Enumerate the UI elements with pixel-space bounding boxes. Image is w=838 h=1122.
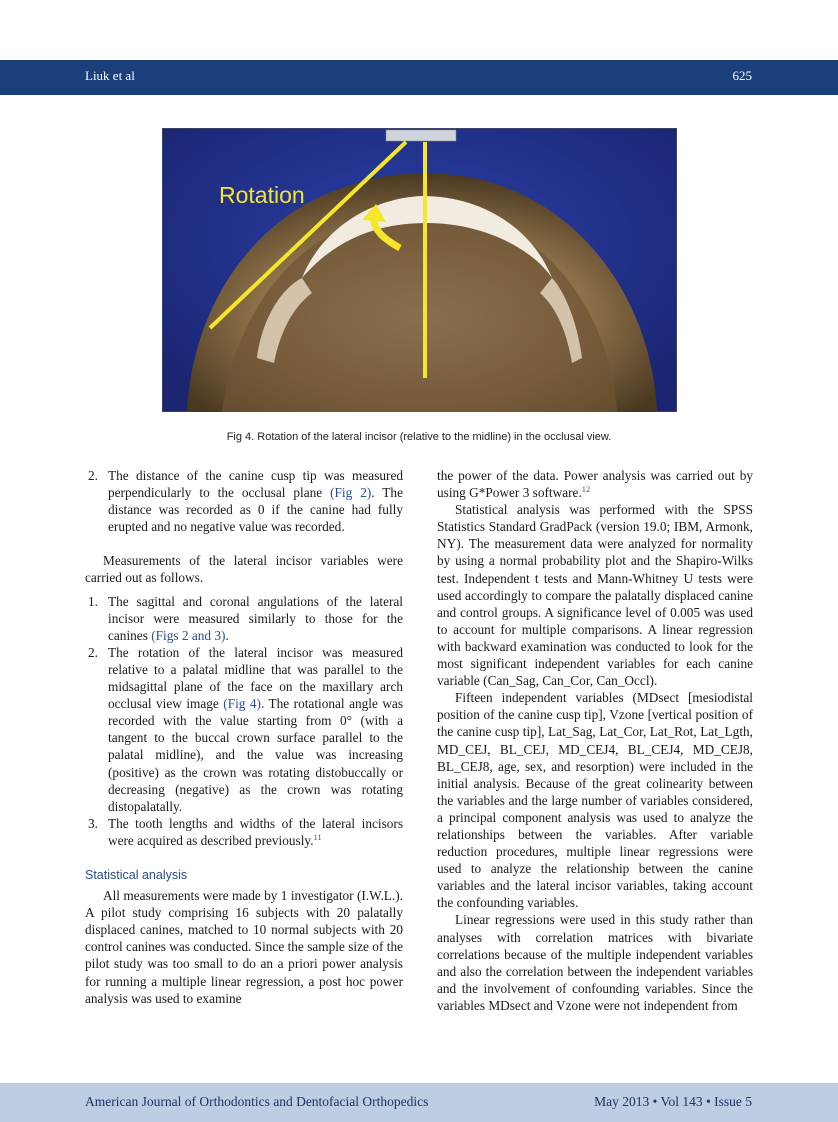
footer-issue: May 2013 • Vol 143 • Issue 5 — [594, 1094, 752, 1109]
figure-reference-link[interactable]: (Figs 2 and 3) — [151, 627, 226, 643]
list-item: 1. The sagittal and coronal angulations of the lateral incisor were measured similarly to those for the canines (Figs 2 and 3). — [88, 593, 403, 643]
header-page-number: 625 — [732, 68, 752, 83]
text-run: . — [225, 627, 229, 643]
running-footer — [0, 1083, 838, 1122]
text-run: The rotation of the lateral incisor was measured relative to a palatal midline that was parallel to the midsagittal plane of the face on the maxillary arch occlusal view image — [108, 644, 403, 712]
text-run: . The distance was recorded as 0 if the canine had fully erupted and no negative value was recorded. — [108, 485, 403, 535]
figure-4-image — [162, 128, 677, 412]
right-column — [437, 467, 753, 1014]
rotation-label: Rotation — [219, 182, 305, 208]
header-authors: Liuk et al — [85, 68, 135, 83]
figure-caption: Fig 4. Rotation of the lateral incisor (relative to the midline) in the occlusal view. — [226, 431, 612, 443]
paragraph: Statistical analysis was performed with the SPSS Statistics Standard GradPack (version 19.0; IBM, Armonk, NY). The measurement data were analyzed for normality by using a normal probability plot and the Shapiro-Wilks test. Independent t tests and Mann-Whitney U tests were used accordingly to compare the palatally displaced canine and control groups. A significance level of 0.005 was used to account for multiple comparisons. A linear regression with backward examination was conducted to look for the most significant independent variables for each canine variable (Can_Sag, Can_Cor, Can_Occl). — [437, 502, 753, 689]
paragraph: Fifteen independent variables (MDsect [mesiodistal position of the canine cusp tip], Vzone [vertical position of the canine cusp tip], Lat_Sag, Lat_Cor, Lat_Rot, Lat_Lgth, MD_CEJ, BL_CEJ, MD_CEJ4, BL_CEJ4, MD_CEJ8, BL_CEJ8, age, sex, and resorption) were included in the initial analysis. Because of the great colinearity between the variables and the large number of variables considered, a principal component analysis was used to analyze the relationships between the variables. After variable reduction procedures, multiple linear regressions were used to analyze the relationship between the canine variables and the lateral incisor variables, taking account the confounding variables. — [437, 690, 753, 911]
text-run: The distance of the canine cusp tip was measured perpendicularly to the occlusal plane — [108, 468, 403, 501]
figure-reference-link[interactable]: (Fig 4) — [223, 696, 261, 712]
text-run: The tooth lengths and widths of the lateral incisors were acquired as described previously. — [108, 815, 403, 848]
figure-reference-link[interactable]: (Fig 2) — [330, 485, 372, 501]
text-run: . The rotational angle was recorded with the value starting from 0° (with a tangent to the buccal crown surface parallel to the palatal midline), and the value was increasing (positive) as the crown was rotating distobuccally or decreasing (negative) as the crown was rotating distopalatally. — [108, 696, 403, 814]
section-heading: Statistical analysis — [85, 867, 188, 882]
paragraph: All measurements were made by 1 investigator (I.W.L.). A pilot study comprising 16 subjects with 20 palatally displaced canines, matched to 10 normal subjects with 20 control canines was conducted. Since the sample size of the pilot study was too small to do an a priori power analysis for running a multiple linear regression, a post hoc power analysis was used to examine — [85, 888, 403, 1006]
paragraph: Measurements of the lateral incisor variables were carried out as follows. — [85, 553, 403, 586]
citation-superscript[interactable]: 12 — [581, 484, 591, 495]
list-item: 2. The distance of the canine cusp tip was measured perpendicularly to the occlusal plane (Fig 2). The distance was recorded as 0 if the canine had fully erupted and no negative value was recorded. — [88, 468, 403, 535]
list-item: 3. The tooth lengths and widths of the lateral incisors were acquired as described previously.$^{11}$ — [88, 815, 403, 848]
running-header — [0, 60, 838, 95]
footer-journal: American Journal of Orthodontics and Dentofacial Orthopedics — [85, 1094, 429, 1109]
left-column — [85, 467, 403, 1007]
text-run: The sagittal and coronal angulations of the lateral incisor were measured similarly to those for the canines — [108, 593, 403, 643]
citation-superscript[interactable]: 11 — [313, 831, 322, 842]
viewer-toolbar — [386, 130, 456, 141]
text-run: the power of the data. Power analysis was carried out by using G*Power 3 software. — [437, 468, 753, 501]
paragraph — [437, 467, 753, 501]
list-item: 2. The rotation of the lateral incisor was measured relative to a palatal midline that was parallel to the midsagittal plane of the face on the maxillary arch occlusal view image (Fig 4). The rotational angle was recorded with the value starting from 0° (with a tangent to the buccal crown surface parallel to the palatal midline), and the value was increasing (positive) as the crown was rotating distobuccally or decreasing (negative) as the crown was rotating distopalatally. — [88, 644, 403, 814]
paragraph: Linear regressions were used in this study rather than analyses with correlation matrices with bivariate correlations because of the multiple independent variables and also the correlation between the independent variables and the involvement of confounding variables. Since the variables MDsect and Vzone were not independent from — [437, 912, 753, 1013]
